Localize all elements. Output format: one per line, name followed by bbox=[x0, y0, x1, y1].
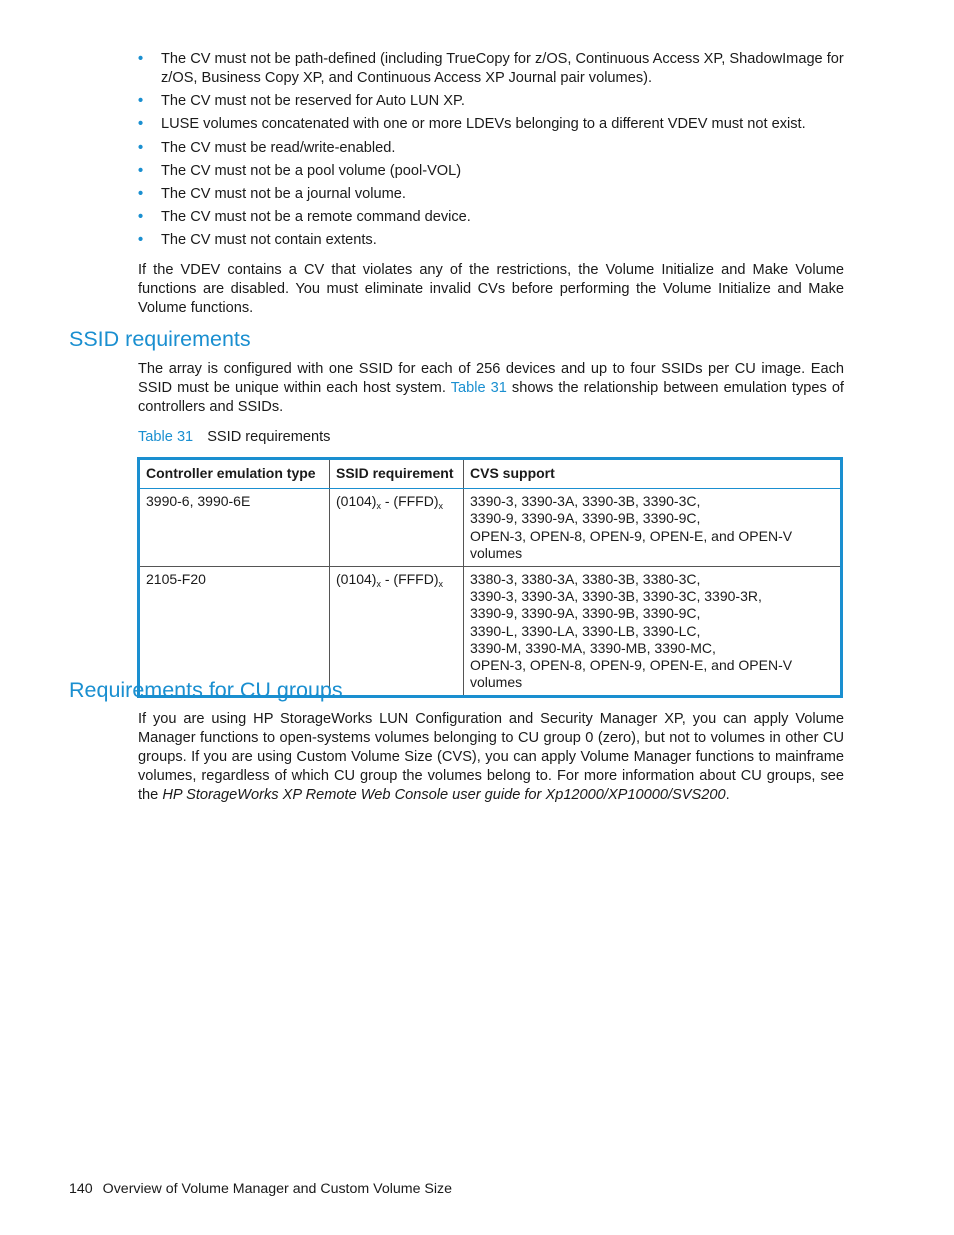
list-item-text: The CV must not be reserved for Auto LUN XP. bbox=[161, 93, 465, 110]
cvs-line: 3380-3, 3380-3A, 3380-3B, 3380-3C, bbox=[470, 571, 701, 588]
list-item-text: The CV must not be path-defined (including TrueCopy for z/OS, Continuous Access XP, ShadowImage for z/OS, Business Copy XP, and Continuous Access XP Journal pair volumes). bbox=[161, 51, 844, 86]
ssid-paragraph-text-end: shows the relationship between emulation types of controllers and SSIDs. bbox=[138, 380, 844, 415]
bullet-icon: • bbox=[138, 185, 144, 202]
bullet-icon: • bbox=[138, 93, 144, 110]
footer-title: Overview of Volume Manager and Custom Volume Size bbox=[102, 1181, 453, 1197]
cu-groups-text-end: . bbox=[725, 787, 730, 803]
ssid-paragraph bbox=[138, 360, 844, 417]
cu-groups-text: If you are using HP StorageWorks LUN Configuration and Security Manager XP, you can apply Volume Manager functions to open-systems volumes belonging to CU group 0 (zero), but not to volumes in other CU groups. If you are using Custom Volume Size (CVS), you can apply Volume Manager functions to mainframe volumes, regardless of which CU group the volumes belong to. For more information about CU groups, see the bbox=[138, 711, 844, 803]
list-item bbox=[138, 162, 848, 181]
list-item bbox=[138, 115, 848, 134]
table-header-row bbox=[139, 459, 842, 489]
table-caption-label: Table 31 bbox=[138, 429, 194, 445]
list-item bbox=[138, 231, 848, 250]
cvs-line: 3390-L, 3390-LA, 3390-LB, 3390-LC, bbox=[470, 622, 701, 639]
column-header-cvs: CVS support bbox=[464, 459, 842, 489]
ssid-start: (0104) bbox=[336, 493, 377, 510]
list-item-text: LUSE volumes concatenated with one or more LDEVs belonging to a different VDEV must not exist. bbox=[161, 116, 806, 133]
cvs-line: 3390-3, 3390-3A, 3390-3B, 3390-3C, 3390-3R, bbox=[470, 588, 762, 605]
controller-cell: 3990-6, 3990-6E bbox=[139, 489, 330, 567]
list-item bbox=[138, 50, 848, 88]
list-item-text: The CV must not contain extents. bbox=[161, 232, 377, 249]
ssid-cell bbox=[330, 489, 464, 567]
list-item-text: The CV must not be a pool volume (pool-VOL) bbox=[161, 162, 462, 179]
controller-cell: 2105-F20 bbox=[139, 567, 330, 697]
list-item-text: The CV must not be a journal volume. bbox=[161, 185, 406, 202]
column-header-ssid: SSID requirement bbox=[330, 459, 464, 489]
bullet-icon: • bbox=[138, 139, 144, 156]
list-item bbox=[138, 139, 848, 158]
list-item bbox=[138, 208, 848, 227]
cvs-cell bbox=[464, 567, 842, 697]
list-item bbox=[138, 92, 848, 111]
table-caption bbox=[138, 428, 330, 447]
page-number: 140 bbox=[69, 1181, 93, 1197]
cu-groups-paragraph bbox=[138, 710, 844, 805]
ssid-start-sub: x bbox=[376, 501, 381, 512]
ssid-section-heading: SSID requirements bbox=[69, 327, 251, 351]
cvs-cell bbox=[464, 489, 842, 567]
ssid-start-sub: x bbox=[376, 579, 381, 590]
guide-title: HP StorageWorks XP Remote Web Console user guide for Xp12000/XP10000/SVS200 bbox=[162, 787, 726, 803]
cvs-line: 3390-3, 3390-3A, 3390-3B, 3390-3C, bbox=[470, 493, 701, 510]
cvs-line: OPEN-3, OPEN-8, OPEN-9, OPEN-E, and OPEN-V volumes bbox=[470, 657, 793, 691]
table-row bbox=[139, 489, 842, 567]
list-item-text: The CV must not be a remote command device. bbox=[161, 209, 471, 226]
bullet-icon: • bbox=[138, 116, 144, 133]
ssid-end: - (FFFD) bbox=[380, 493, 439, 510]
cvs-line: 3390-9, 3390-9A, 3390-9B, 3390-9C, bbox=[470, 605, 701, 622]
table-31-link[interactable]: Table 31 bbox=[450, 380, 507, 396]
bullet-icon: • bbox=[138, 232, 144, 249]
column-header-controller: Controller emulation type bbox=[139, 459, 330, 489]
table-caption-title: SSID requirements bbox=[207, 429, 331, 445]
ssid-end-sub: x bbox=[438, 501, 443, 512]
cv-restrictions-list bbox=[138, 50, 848, 255]
ssid-cell bbox=[330, 567, 464, 697]
bullet-icon: • bbox=[138, 209, 144, 226]
ssid-end: - (FFFD) bbox=[380, 571, 439, 588]
list-item-text: The CV must be read/write-enabled. bbox=[161, 139, 396, 156]
cvs-line: 3390-M, 3390-MA, 3390-MB, 3390-MC, bbox=[470, 639, 716, 656]
ssid-start: (0104) bbox=[336, 571, 377, 588]
cu-groups-heading: Requirements for CU groups bbox=[69, 678, 343, 702]
list-item bbox=[138, 185, 848, 204]
bullet-icon: • bbox=[138, 51, 144, 67]
cvs-line: OPEN-3, OPEN-8, OPEN-9, OPEN-E, and OPEN-V volumes bbox=[470, 527, 793, 561]
ssid-requirements-table bbox=[137, 457, 843, 698]
bullet-icon: • bbox=[138, 162, 144, 179]
page-footer bbox=[69, 1180, 452, 1199]
ssid-paragraph-text: The array is configured with one SSID for each of 256 devices and up to four SSIDs per CU image. Each SSID must be unique within each host system. bbox=[138, 361, 844, 396]
cvs-line: 3390-9, 3390-9A, 3390-9B, 3390-9C, bbox=[470, 510, 701, 527]
ssid-end-sub: x bbox=[438, 579, 443, 590]
vdev-paragraph: If the VDEV contains a CV that violates any of the restrictions, the Volume Initialize and Make Volume functions are disabled. You must eliminate invalid CVs before performing the Volume Initialize and Make Volume functions. bbox=[138, 262, 844, 316]
